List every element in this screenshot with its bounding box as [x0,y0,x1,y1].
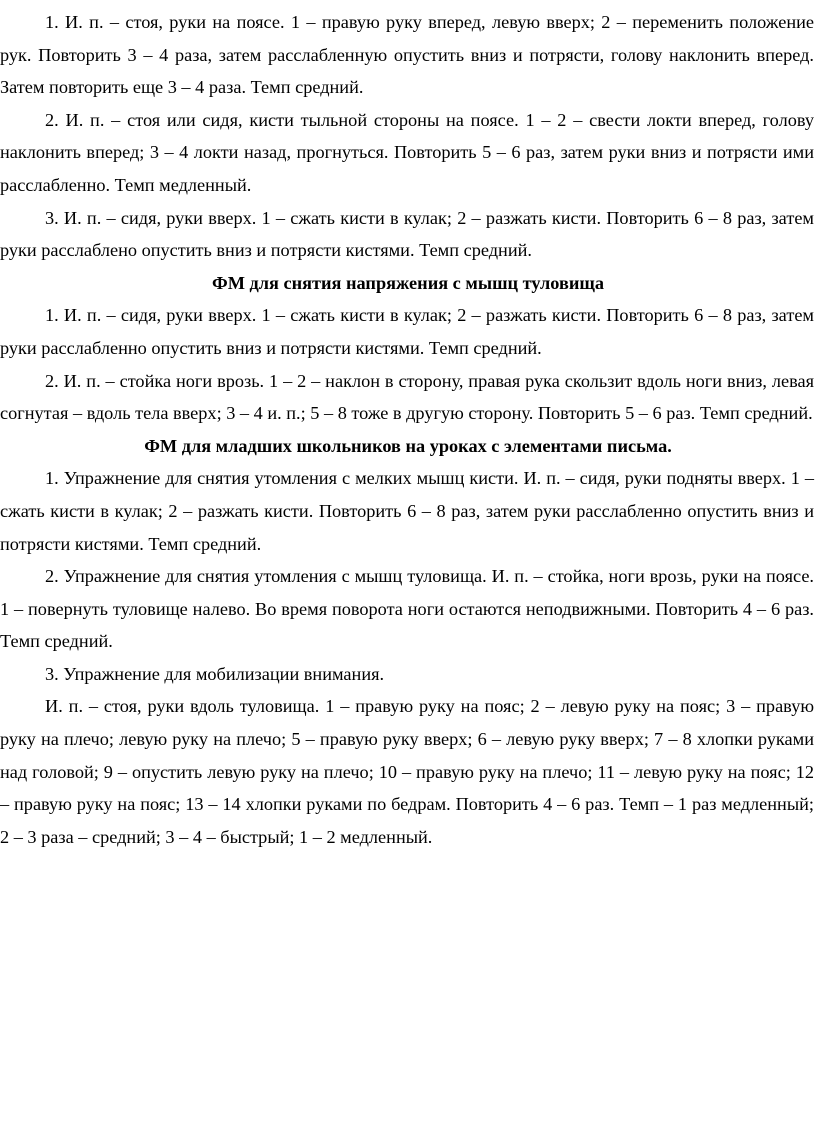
section-heading-torso: ФМ для снятия напряжения с мышц туловища [212,272,604,293]
exercise-paragraph: 3. Упражнение для мобилизации внимания. [45,663,385,684]
exercise-paragraph: И. п. – стоя, руки вдоль туловища. 1 – правую руку на пояс; 2 – левую руку на пояс; 3 – правую руку на плечо; левую руку на плечо; 5 – правую руку вверх; 6 – левую руку вверх; 7 – 8 хлопки руками над головой; 9 – опустить левую руку на плечо; 10 – правую руку на плечо; 11 – левую руку на пояс; 12 – правую руку на пояс; 13 – 14 хлопки руками по бедрам. Повторить 4 – 6 раз. Темп – 1 раз медленный; 2 – 3 раза – средний; 3 – 4 – быстрый; 1 – 2 медленный. [0,696,814,847]
exercise-paragraph: 1. Упражнение для снятия утомления с мелких мышц кисти. И. п. – сидя, руки подняты вверх. 1 – сжать кисти в кулак; 2 – разжать кисти. Повторить 6 – 8 раз, затем руки расслабленно опустить вниз и потрясти кистями. Темп средний. [0,468,814,554]
exercise-paragraph: 2. И. п. – стоя или сидя, кисти тыльной стороны на поясе. 1 – 2 – свести локти вперед, голову наклонить вперед; 3 – 4 локти назад, прогнуться. Повторить 5 – 6 раз, затем руки вниз и потрясти ими расслабленно. Темп медленный. [0,109,814,195]
exercise-paragraph: 3. И. п. – сидя, руки вверх. 1 – сжать кисти в кулак; 2 – разжать кисти. Повторить 6 – 8 раз, затем руки расслаблено опустить вниз и потрясти кистями. Темп средний. [0,207,814,261]
exercise-paragraph: 2. И. п. – стойка ноги врозь. 1 – 2 – наклон в сторону, правая рука скользит вдоль ноги вниз, левая согнутая – вдоль тела вверх; 3 – 4 и. п.; 5 – 8 тоже в другую сторону. Повторить 5 – 6 раз. Темп средний. [0,370,814,424]
exercise-paragraph: 1. И. п. – стоя, руки на поясе. 1 – правую руку вперед, левую вверх; 2 – переменить положение рук. Повторить 3 – 4 раза, затем расслабленную опустить вниз и потрясти, голову наклонить вперед. Затем повторить еще 3 – 4 раза. Темп средний. [0,12,814,98]
exercise-paragraph: 1. И. п. – сидя, руки вверх. 1 – сжать кисти в кулак; 2 – разжать кисти. Повторить 6 – 8 раз, затем руки расслабленно опустить вниз и потрясти кистями. Темп средний. [0,305,814,358]
section-heading-schoolchildren: ФМ для младших школьников на уроках с элементами письма. [144,435,672,456]
exercise-paragraph: 2. Упражнение для снятия утомления с мышц туловища. И. п. – стойка, ноги врозь, руки на поясе. 1 – повернуть туловище налево. Во время поворота ноги остаются неподвижными. Повторить 4 – 6 раз. Темп средний. [0,566,814,652]
